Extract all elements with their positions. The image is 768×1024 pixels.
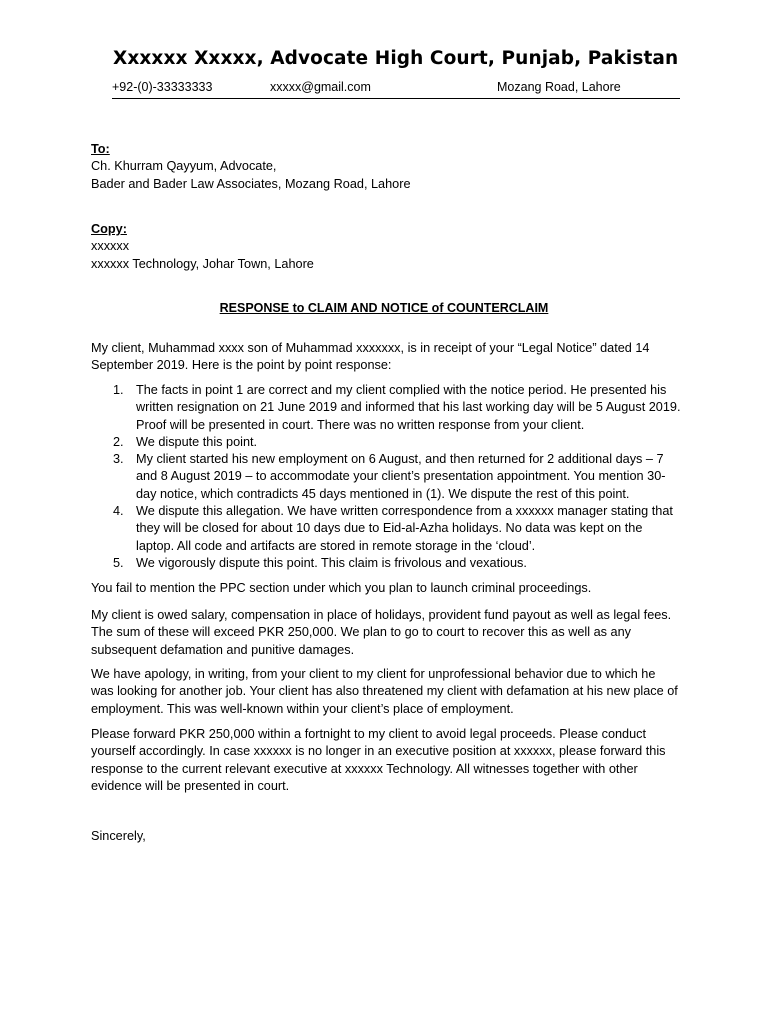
point-number: 5. bbox=[113, 555, 124, 570]
contact-phone: +92-(0)-33333333 bbox=[112, 80, 213, 94]
list-item bbox=[91, 434, 681, 451]
intro-paragraph: My client, Muhammad xxxx son of Muhammad xxxxxxx, is in receipt of your “Legal Notice” dated 14 September 2019. Here is the point by point response: bbox=[91, 341, 650, 373]
owed-paragraph: My client is owed salary, compensation in place of holidays, provident fund payout as well as legal fees. The sum of these will exceed PKR 250,000. We plan to go to court to recover this as well as any subsequent defamation and punitive damages. bbox=[91, 608, 672, 657]
ppc-paragraph: You fail to mention the PPC section under which you plan to launch criminal proceedings. bbox=[91, 581, 592, 595]
contact-email: xxxxx@gmail.com bbox=[270, 80, 371, 94]
point-text: We vigorously dispute this point. This claim is frivolous and vexatious. bbox=[136, 555, 527, 570]
list-item bbox=[91, 451, 681, 503]
list-item bbox=[91, 382, 681, 434]
to-recipient: Ch. Khurram Qayyum, Advocate, bbox=[91, 159, 277, 174]
letterhead-title: Xxxxxx Xxxxx, Advocate High Court, Punjab, Pakistan bbox=[113, 48, 679, 69]
letterhead-divider bbox=[112, 98, 680, 99]
closing-sincerely: Sincerely, bbox=[91, 829, 146, 843]
to-label: To: bbox=[91, 142, 110, 156]
copy-recipient: xxxxxx bbox=[91, 239, 130, 254]
point-text: The facts in point 1 are correct and my client complied with the notice period. He presented his written resignation on 21 June 2019 and informed that his last working day will be 5 August 2019. Proof will be presented in court. There was no written response from your client. bbox=[136, 383, 681, 432]
copy-label: Copy: bbox=[91, 222, 127, 236]
point-text: My client started his new employment on 6 August, and then returned for 2 additional days – 7 and 8 August 2019 – to accommodate your client’s presentation appointment. You mention 30-day notice, which contradicts 45 days mentioned in (1). We dispute the rest of this point. bbox=[136, 452, 666, 501]
point-text: We dispute this point. bbox=[136, 434, 258, 449]
response-points-list bbox=[91, 382, 681, 572]
copy-block bbox=[91, 221, 681, 273]
letter-heading: RESPONSE to CLAIM AND NOTICE of COUNTERCLAIM bbox=[219, 301, 549, 315]
point-number: 3. bbox=[113, 452, 124, 467]
point-text: We dispute this allegation. We have written correspondence from a xxxxxx manager stating that they will be closed for about 10 days due to Eid-al-Azha holidays. No data was kept on the laptop. All code and artifacts are stored in remote storage in the ‘cloud’. bbox=[136, 504, 673, 553]
to-firm: Bader and Bader Law Associates, Mozang Road, Lahore bbox=[91, 176, 411, 191]
point-number: 4. bbox=[113, 504, 124, 519]
forward-paragraph: Please forward PKR 250,000 within a fortnight to my client to avoid legal proceeds. Please conduct yourself accordingly. In case xxxxxx is no longer in an executive position at xxxxxx, please forward this response to the current relevant executive at xxxxxx Technology. All witnesses together with other evidence will be presented in court. bbox=[91, 727, 666, 793]
list-item bbox=[91, 503, 681, 555]
list-item bbox=[91, 555, 681, 572]
point-number: 1. bbox=[113, 383, 124, 397]
contact-address: Mozang Road, Lahore bbox=[497, 80, 621, 94]
point-number: 2. bbox=[113, 434, 124, 449]
copy-company: xxxxxx Technology, Johar Town, Lahore bbox=[91, 256, 314, 271]
contact-row bbox=[112, 80, 680, 98]
to-block bbox=[91, 141, 681, 193]
apology-paragraph: We have apology, in writing, from your client to my client for unprofessional behavior due to which he was looking for another job. Your client has also threatened my client with defamation at his new place of employment. This was well-known within your client’s place of employment. bbox=[91, 667, 678, 716]
